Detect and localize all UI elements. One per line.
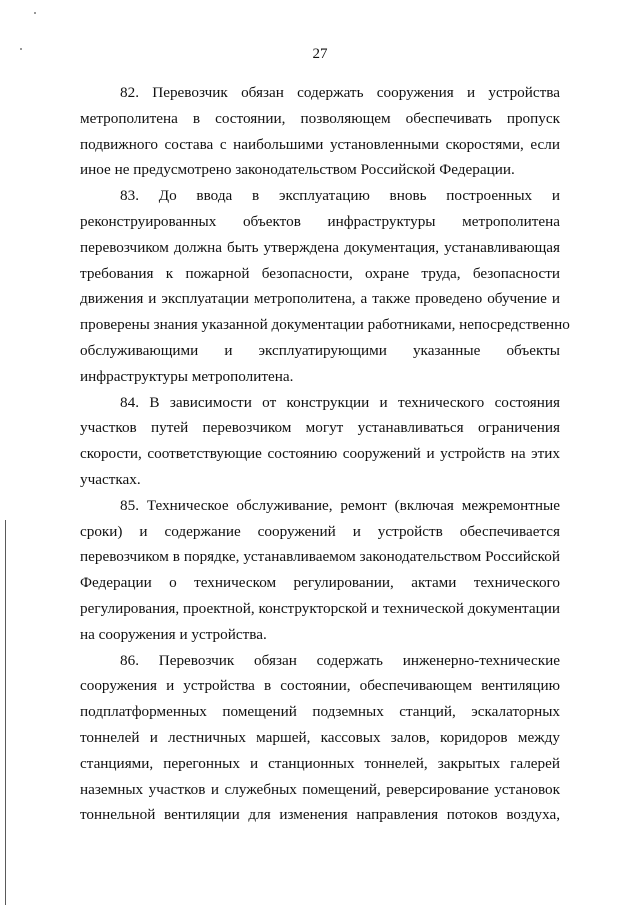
text-line: станциями, перегонных и станционных тоннелей, закрытых галерей	[80, 754, 560, 772]
scan-speck	[34, 12, 36, 14]
text-line: метрополитена в состоянии, позволяющем обеспечивать пропуск	[80, 109, 560, 127]
paragraph-84	[80, 390, 560, 493]
text-line: сроки) и содержание сооружений и устройств обеспечивается	[80, 522, 560, 540]
scan-edge-line	[5, 520, 6, 905]
text-line: 86. Перевозчик обязан содержать инженерно-технические	[120, 651, 560, 669]
text-line: скорости, соответствующие состоянию сооружений и устройств на этих	[80, 445, 560, 463]
text-line: на сооружения и устройства.	[80, 625, 267, 643]
text-line: иное не предусмотрено законодательством Российской Федерации.	[80, 161, 515, 179]
text-line: тоннелей и лестничных маршей, кассовых залов, коридоров между	[80, 728, 560, 746]
text-line: 82. Перевозчик обязан содержать сооружения и устройства	[120, 84, 560, 101]
text-line: участков путей перевозчиком могут устанавливаться ограничения	[80, 419, 560, 437]
text-line: подвижного состава с наибольшими установленными скоростями, если	[80, 135, 560, 153]
text-line: перевозчиком в порядке, устанавливаемом законодательством Российской	[80, 548, 560, 566]
text-line: перевозчиком должна быть утверждена документация, устанавливающая	[80, 238, 560, 256]
text-line: 84. В зависимости от конструкции и технического состояния	[120, 393, 560, 411]
text-line: инфраструктуры метрополитена.	[80, 367, 294, 385]
text-line: реконструированных объектов инфраструктуры метрополитена	[80, 212, 560, 230]
text-line: наземных участков и служебных помещений, реверсирование установок	[80, 780, 560, 798]
page-number: 27	[312, 46, 328, 62]
text-line: движения и эксплуатации метрополитена, а также проведено обучение и	[80, 290, 560, 308]
text-line: 85. Техническое обслуживание, ремонт (включая межремонтные	[120, 496, 560, 514]
paragraph-83	[80, 183, 570, 389]
text-line: проверены знания указанной документации работниками, непосредственно	[80, 316, 570, 334]
document-body	[80, 80, 570, 828]
text-line: 83. До ввода в эксплуатацию вновь построенных и	[120, 187, 560, 205]
paragraph-82	[80, 80, 560, 183]
text-line: Федерации о техническом регулировании, актами технического	[80, 574, 560, 592]
paragraph-85	[80, 493, 560, 648]
paragraph-86	[80, 648, 560, 829]
text-line: обслуживающими и эксплуатирующими указанные объекты	[80, 341, 560, 359]
text-line: подплатформенных помещений подземных станций, эскалаторных	[80, 703, 560, 721]
text-line: сооружения и устройства в состоянии, обеспечивающем вентиляцию	[80, 677, 560, 695]
text-line: тоннельной вентиляции для изменения направления потоков воздуха,	[80, 806, 560, 824]
text-line: участках.	[80, 470, 141, 488]
text-line: требования к пожарной безопасности, охране труда, безопасности	[80, 264, 560, 282]
text-line: регулирования, проектной, конструкторской и технической документации	[80, 599, 560, 617]
